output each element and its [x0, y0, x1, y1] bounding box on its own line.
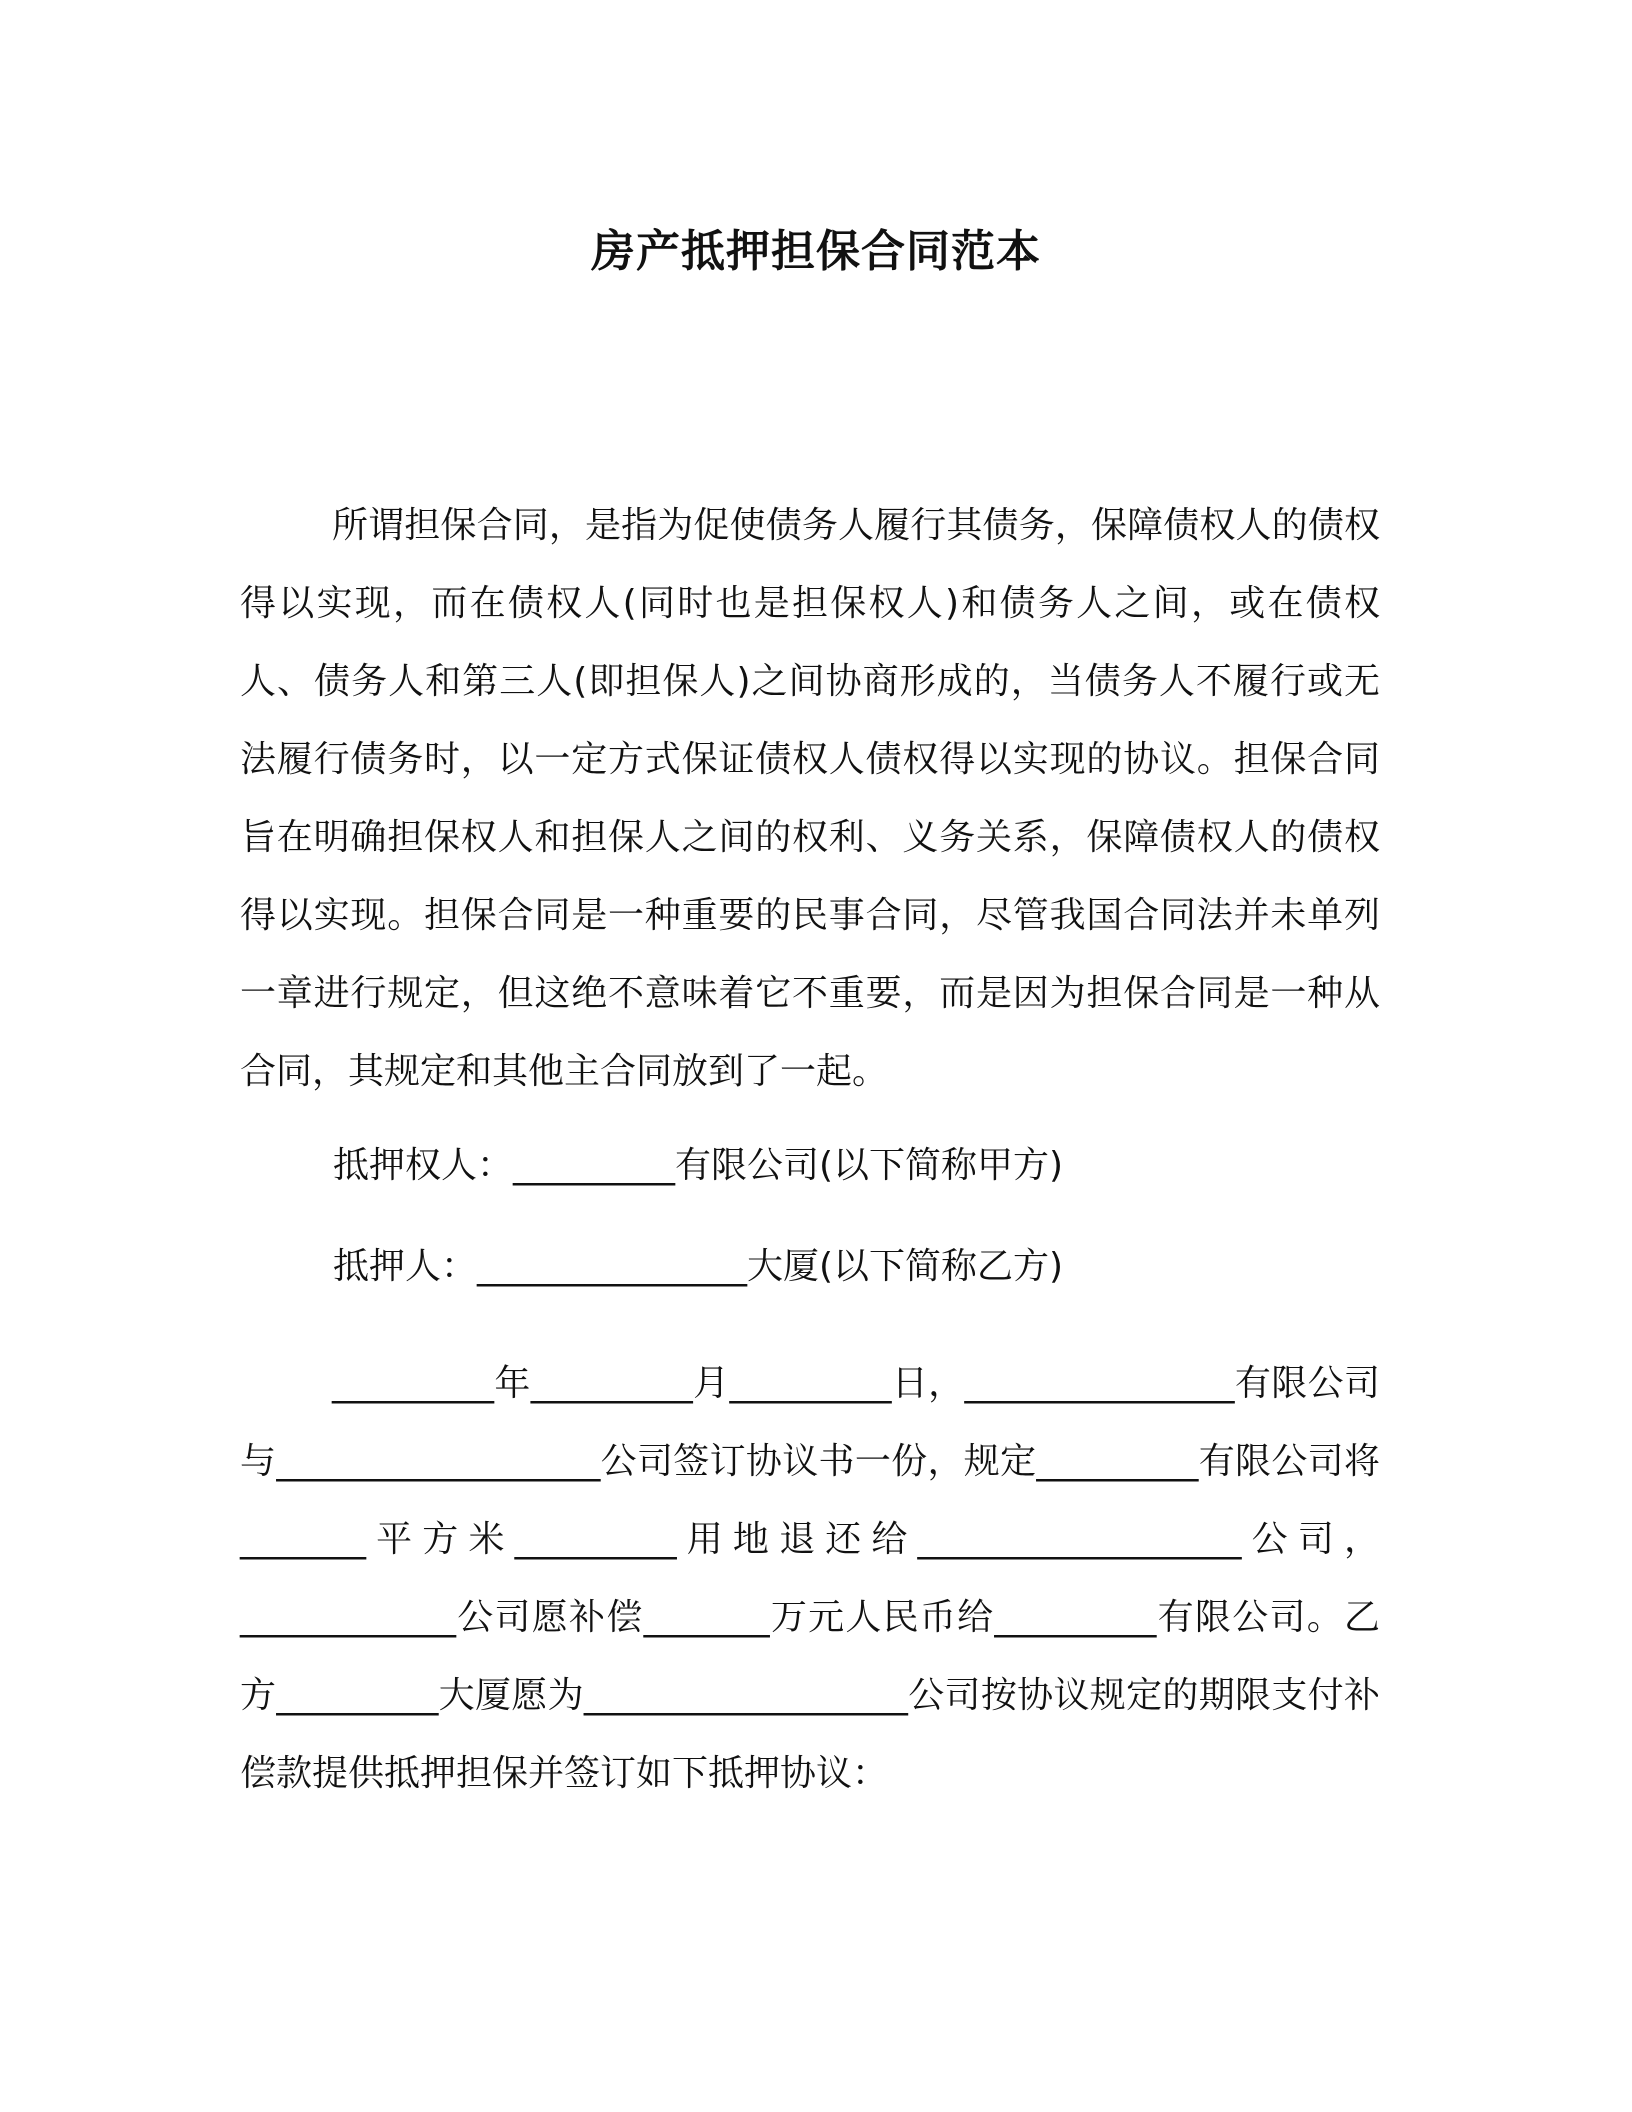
- mortgagor-line: 抵押人：_______________大厦(以下简称乙方): [333, 1246, 1064, 1287]
- document-title: 房产抵押担保合同范本: [591, 226, 1041, 277]
- mortgagee-line: 抵押权人：_________有限公司(以下简称甲方): [333, 1145, 1064, 1186]
- agreement-paragraph: _________年_________月_________日，_______________有限公司与__________________公司签订协议书一份，规定_________有限公司将_______平方米_________用地退还给__________________公司，____________公司愿补偿_______万元人民币给_________有限公司。乙方_________大厦愿为__________________公司按协议规定的期限支付补偿款提供抵押担保并签订如下抵押协议：: [240, 1363, 1381, 1794]
- intro-paragraph: 所谓担保合同，是指为促使债务人履行其债务，保障债权人的债权得以实现，而在债权人(同时也是担保权人)和债务人之间，或在债权人、债务人和第三人(即担保人)之间协商形成的，当债务人不履行或无法履行债务时，以一定方式保证债权人债权得以实现的协议。担保合同旨在明确担保权人和担保人之间的权利、义务关系，保障债权人的债权得以实现。担保合同是一种重要的民事合同，尽管我国合同法并未单列一章进行规定，但这绝不意味着它不重要，而是因为担保合同是一种从合同，其规定和其他主合同放到了一起。: [240, 505, 1380, 1092]
